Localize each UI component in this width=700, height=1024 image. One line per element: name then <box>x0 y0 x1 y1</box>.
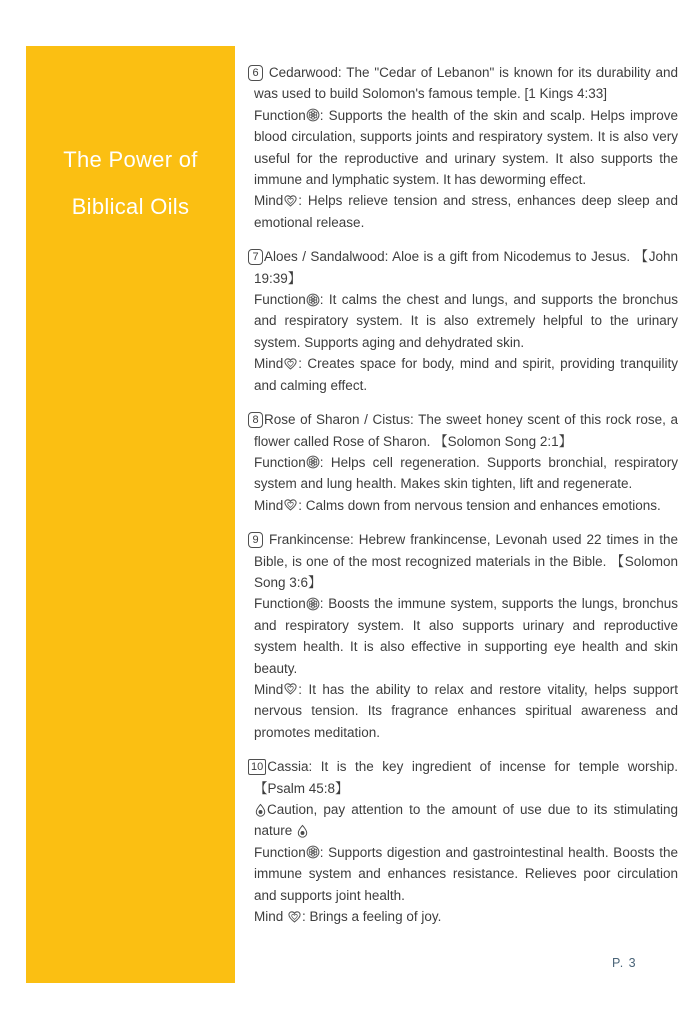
oil-section-frankincense <box>248 529 678 743</box>
section-heading <box>248 62 678 105</box>
mind-text: : Calms down from nervous tension and enhances emotions. <box>298 497 661 513</box>
mind-heart-icon <box>287 906 302 927</box>
function-line <box>248 289 678 353</box>
section-heading-text: Cassia: It is the key ingredient of incense for temple worship. 【Psalm 45:8】 <box>254 759 678 796</box>
section-heading-text: Cedarwood: The "Cedar of Lebanon" is known for its durability and was used to build Solomon's famous temple. [1 Kings 4:33] <box>254 65 678 102</box>
function-line <box>248 452 678 495</box>
function-flower-icon <box>306 105 320 126</box>
mind-text: : It has the ability to relax and restore vitality, helps support nervous tension. Its fragrance enhances spiritual awareness and promotes meditation. <box>254 681 678 740</box>
function-text: : Helps cell regeneration. Supports bronchial, respiratory system and lung health. Makes skin tighten, lift and regenerate. <box>254 454 678 492</box>
mind-label: Mind <box>254 681 284 697</box>
function-flower-icon <box>306 452 320 473</box>
section-heading <box>248 246 678 289</box>
mind-line <box>248 353 678 396</box>
mind-label: Mind <box>254 909 288 925</box>
function-label: Function <box>254 107 306 123</box>
oil-section-cedarwood <box>248 62 678 233</box>
mind-label: Mind <box>254 497 284 513</box>
oil-section-aloes-sandalwood <box>248 246 678 396</box>
page-title-line-2: Biblical Oils <box>71 194 190 219</box>
mind-heart-icon <box>283 679 298 700</box>
function-label: Function <box>254 292 306 308</box>
function-text: : It calms the chest and lungs, and supports the bronchus and respiratory system. It is also extremely helpful to the urinary system. Supports aging and dehydrated skin. <box>254 292 678 350</box>
function-flower-icon <box>306 842 320 863</box>
function-flower-icon <box>306 593 320 614</box>
function-text: : Supports digestion and gastrointestinal health. Boosts the immune system and enhances resistance. Relieves poor circulation and supports joint health. <box>254 844 678 903</box>
mind-text: : Brings a feeling of joy. <box>302 909 442 925</box>
section-number-badge: 8 <box>248 412 263 428</box>
page-title <box>26 136 235 230</box>
function-label: Function <box>254 596 306 612</box>
mind-text: : Creates space for body, mind and spirit, providing tranquility and calming effect. <box>254 356 678 393</box>
main-text-column <box>248 62 678 940</box>
page-number: P. 3 <box>612 956 637 970</box>
function-line <box>248 105 678 191</box>
caution-text: Caution, pay attention to the amount of use due to its stimulating nature <box>254 802 678 839</box>
mind-heart-icon <box>283 495 298 516</box>
mind-line <box>248 906 678 927</box>
oil-section-cassia <box>248 756 678 927</box>
mind-heart-icon <box>283 190 298 211</box>
section-heading <box>248 529 678 593</box>
section-number-badge: 9 <box>248 532 263 548</box>
caution-droplet-icon <box>254 799 267 820</box>
page-title-line-1: The Power of <box>63 147 198 172</box>
sidebar <box>26 46 235 983</box>
function-line <box>248 842 678 906</box>
section-heading-text: Aloes / Sandalwood: Aloe is a gift from Nicodemus to Jesus. 【John 19:39】 <box>254 249 678 286</box>
mind-line <box>248 495 678 516</box>
mind-line <box>248 190 678 233</box>
function-text: : Boosts the immune system, supports the lungs, bronchus and respiratory system. It also supports urinary and reproductive system health. It is also effective in supporting eye health and skin beauty. <box>254 596 678 676</box>
mind-text: : Helps relieve tension and stress, enhances deep sleep and emotional release. <box>254 193 678 230</box>
function-text: : Supports the health of the skin and scalp. Helps improve blood circulation, supports joints and respiratory system. It is also very useful for the reproductive and urinary system. It also supports the immune and lymphatic system. It has deworming effect. <box>254 107 678 188</box>
section-heading <box>248 409 678 452</box>
oil-section-rose-of-sharon <box>248 409 678 516</box>
section-number-badge: 7 <box>248 249 263 265</box>
mind-line <box>248 679 678 743</box>
mind-label: Mind <box>254 193 284 209</box>
section-heading-text: Rose of Sharon / Cistus: The sweet honey scent of this rock rose, a flower called Rose of Sharon. 【Solomon Song 2:1】 <box>254 412 678 449</box>
caution-droplet-icon <box>296 820 309 841</box>
function-line <box>248 593 678 679</box>
section-number-badge: 6 <box>248 65 263 81</box>
section-number-badge: 10 <box>248 759 266 775</box>
function-label: Function <box>254 454 306 470</box>
function-label: Function <box>254 844 306 860</box>
mind-label: Mind <box>254 356 284 372</box>
function-flower-icon <box>306 289 320 310</box>
caution-line <box>248 799 678 842</box>
section-heading-text: Frankincense: Hebrew frankincense, Levonah used 22 times in the Bible, is one of the most recognized materials in the Bible. 【Solomon Song 3:6】 <box>254 532 678 590</box>
mind-heart-icon <box>283 353 298 374</box>
section-heading <box>248 756 678 799</box>
